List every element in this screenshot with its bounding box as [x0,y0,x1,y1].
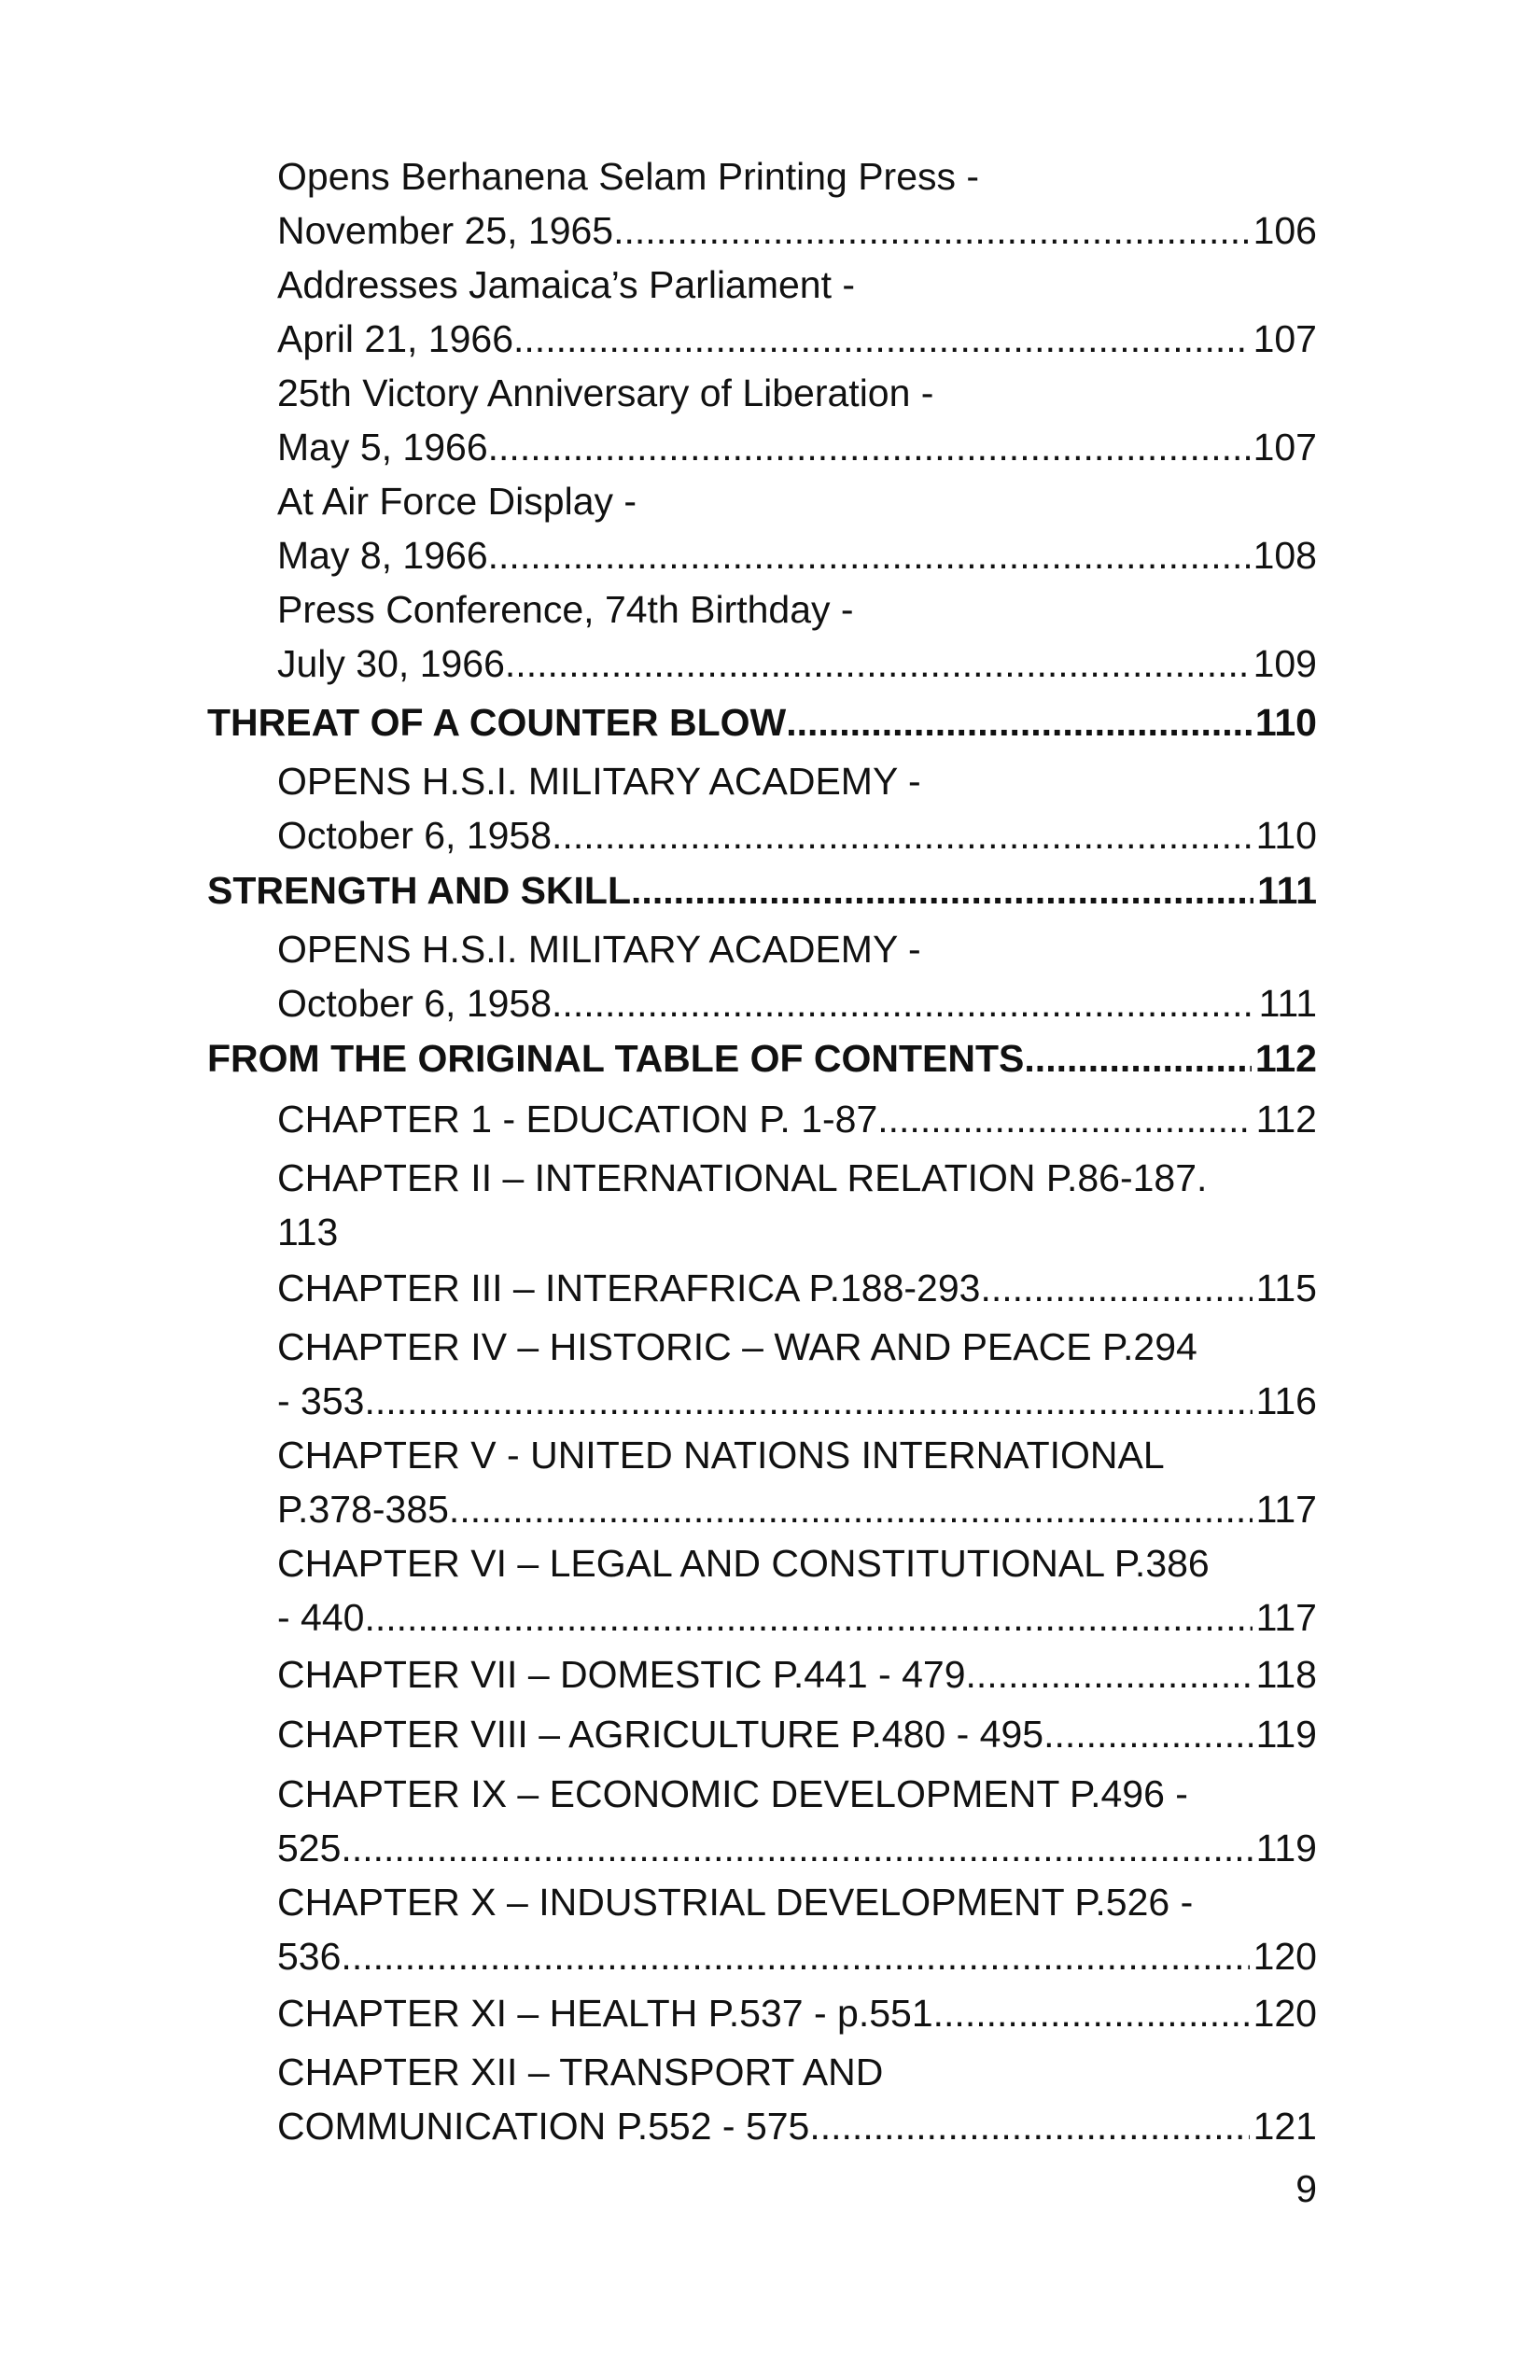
toc-entry-text: 113 [277,1211,339,1253]
toc-page-number: 110 [1255,814,1317,857]
toc-entry[interactable] [277,1707,1317,1761]
toc-entry-line [277,1374,1317,1428]
dot-leader [552,808,1253,862]
toc-page-number: 117 [1255,1596,1317,1639]
toc-page-number: 108 [1253,534,1317,577]
dot-leader [877,1092,1252,1146]
toc-entry-title: CHAPTER III – INTERAFRICA P.188-293 [277,1267,981,1309]
toc-entry-title: April 21, 1966 [277,317,514,360]
toc-page-number: 110 [1254,701,1317,744]
toc-page-number: 119 [1255,1713,1317,1756]
toc-page-number: 111 [1258,982,1317,1025]
toc-entry-line [277,637,1317,691]
dot-leader [341,1929,1249,1983]
toc-entry[interactable] [277,258,1317,366]
toc-entry-text: Addresses Jamaica’s Parliament - [277,263,856,306]
toc-entry[interactable] [277,1261,1317,1315]
toc-entry-title: November 25, 1965 [277,209,614,252]
toc-entry-line [277,1590,1317,1645]
dot-leader [364,1590,1252,1645]
dot-leader [809,2099,1249,2153]
toc-entry-text: CHAPTER X – INDUSTRIAL DEVELOPMENT P.526 - [277,1881,1194,1924]
toc-page-number: 112 [1254,1037,1317,1080]
toc-entry-title: - 440 [277,1596,365,1639]
toc-section-heading[interactable] [207,863,1317,917]
dot-leader [786,695,1252,749]
toc-entry-line [207,863,1317,917]
toc-entry[interactable] [277,1767,1317,1875]
toc-entry-title: COMMUNICATION P.552 - 575 [277,2105,810,2148]
toc-page-number: 117 [1255,1488,1317,1531]
toc-page-number: 107 [1253,426,1317,469]
toc-entry[interactable] [277,1986,1317,2040]
toc-page-number: 116 [1255,1379,1317,1422]
toc-entry[interactable] [277,149,1317,258]
toc-page-number: 112 [1255,1098,1317,1141]
toc-entry-text: CHAPTER VI – LEGAL AND CONSTITUTIONAL P.386 [277,1542,1210,1585]
toc-entry-line [207,695,1317,749]
toc-entry-title: October 6, 1958 [277,814,553,857]
dot-leader [631,863,1253,917]
toc-entry-title: THREAT OF A COUNTER BLOW [207,701,787,744]
toc-entry-text: OPENS H.S.I. MILITARY ACADEMY - [277,928,921,971]
toc-entry-text: Press Conference, 74th Birthday - [277,588,854,631]
toc-entry-line [277,1929,1317,1983]
toc-entry[interactable] [277,1536,1317,1645]
toc-entry[interactable] [277,754,1317,862]
dot-leader [341,1821,1252,1875]
dot-leader [1024,1031,1251,1085]
toc-entry[interactable] [277,922,1317,1030]
toc-entry-text: 25th Victory Anniversary of Liberation - [277,371,934,414]
toc-entry-title: July 30, 1966 [277,642,505,685]
page-number: 9 [1295,2167,1317,2210]
toc-entry-text: CHAPTER XII – TRANSPORT AND [277,2051,884,2093]
toc-page-number: 121 [1253,2105,1317,2148]
dot-leader [449,1482,1253,1536]
toc-entry-line [277,528,1317,582]
toc-entry-title: 536 [277,1935,342,1978]
toc-entry-line [277,1821,1317,1875]
toc-entry[interactable] [277,1647,1317,1701]
toc-page-number: 106 [1253,209,1317,252]
toc-entry-title: - 353 [277,1379,365,1422]
toc-entry-text: At Air Force Display - [277,480,637,523]
toc-entry-title: FROM THE ORIGINAL TABLE OF CONTENTS [207,1037,1025,1080]
dot-leader [488,528,1250,582]
toc-entry-title: STRENGTH AND SKILL [207,869,632,912]
toc-entry[interactable] [277,1320,1317,1428]
dot-leader [364,1374,1252,1428]
toc-entry-title: 525 [277,1827,342,1869]
toc-entry-title: October 6, 1958 [277,982,553,1025]
toc-entry-title: CHAPTER 1 - EDUCATION P. 1-87 [277,1098,878,1141]
dot-leader [505,637,1250,691]
toc-entry[interactable] [277,1151,1317,1259]
toc-section-heading[interactable] [207,695,1317,749]
toc-entry-line [277,2099,1317,2153]
toc-entry-line [207,1031,1317,1085]
dot-leader [980,1261,1252,1315]
toc-entry-line [277,1482,1317,1536]
toc-entry-title: CHAPTER XI – HEALTH P.537 - p.551 [277,1992,933,2035]
toc-page-number: 120 [1253,1992,1317,2035]
toc-entry-line [277,808,1317,862]
toc-page-number: 111 [1257,869,1317,912]
toc-page-number: 118 [1255,1653,1317,1696]
toc-page-number: 120 [1253,1935,1317,1978]
toc-entry-line [277,420,1317,474]
toc-page-number: 107 [1253,317,1317,360]
dot-leader [552,976,1255,1030]
toc-page-number: 115 [1255,1267,1317,1309]
toc-entry-title: CHAPTER VIII – AGRICULTURE P.480 - 495 [277,1713,1044,1756]
toc-entry-line [277,1261,1317,1315]
toc-entry-line [277,1647,1317,1701]
toc-entry-line [277,1092,1317,1146]
dot-leader [966,1647,1253,1701]
toc-entry-line [277,1707,1317,1761]
toc-entry[interactable] [277,366,1317,474]
toc-entry-line [277,312,1317,366]
toc-entry-text: CHAPTER IV – HISTORIC – WAR AND PEACE P.294 [277,1325,1197,1368]
toc-page-number: 109 [1253,642,1317,685]
dot-leader [933,1986,1250,2040]
toc-entry-line [277,976,1317,1030]
dot-leader [1043,1707,1253,1761]
toc-entry-title: May 5, 1966 [277,426,488,469]
toc-entry[interactable] [277,474,1317,582]
toc-section-heading[interactable] [207,1031,1317,1085]
toc-entry-text: CHAPTER IX – ECONOMIC DEVELOPMENT P.496 - [277,1772,1188,1815]
toc-entry[interactable] [277,582,1317,691]
toc-entry[interactable] [277,1092,1317,1146]
toc-entry-text: Opens Berhanena Selam Printing Press - [277,155,980,198]
toc-entry[interactable] [277,2045,1317,2153]
toc-entry-line [277,1986,1317,2040]
toc-entry-line [277,203,1317,258]
toc-entry-text: CHAPTER II – INTERNATIONAL RELATION P.86-187. [277,1156,1208,1199]
toc-entry-text: CHAPTER V - UNITED NATIONS INTERNATIONAL [277,1434,1165,1477]
toc-entry[interactable] [277,1428,1317,1536]
toc-page-number: 119 [1255,1827,1317,1869]
toc-entry[interactable] [277,1875,1317,1983]
toc-entry-text: OPENS H.S.I. MILITARY ACADEMY - [277,760,921,803]
toc-entry-title: CHAPTER VII – DOMESTIC P.441 - 479 [277,1653,966,1696]
dot-leader [488,420,1250,474]
toc-entry-title: May 8, 1966 [277,534,488,577]
dot-leader [613,203,1249,258]
dot-leader [513,312,1250,366]
toc-entry-title: P.378-385 [277,1488,449,1531]
